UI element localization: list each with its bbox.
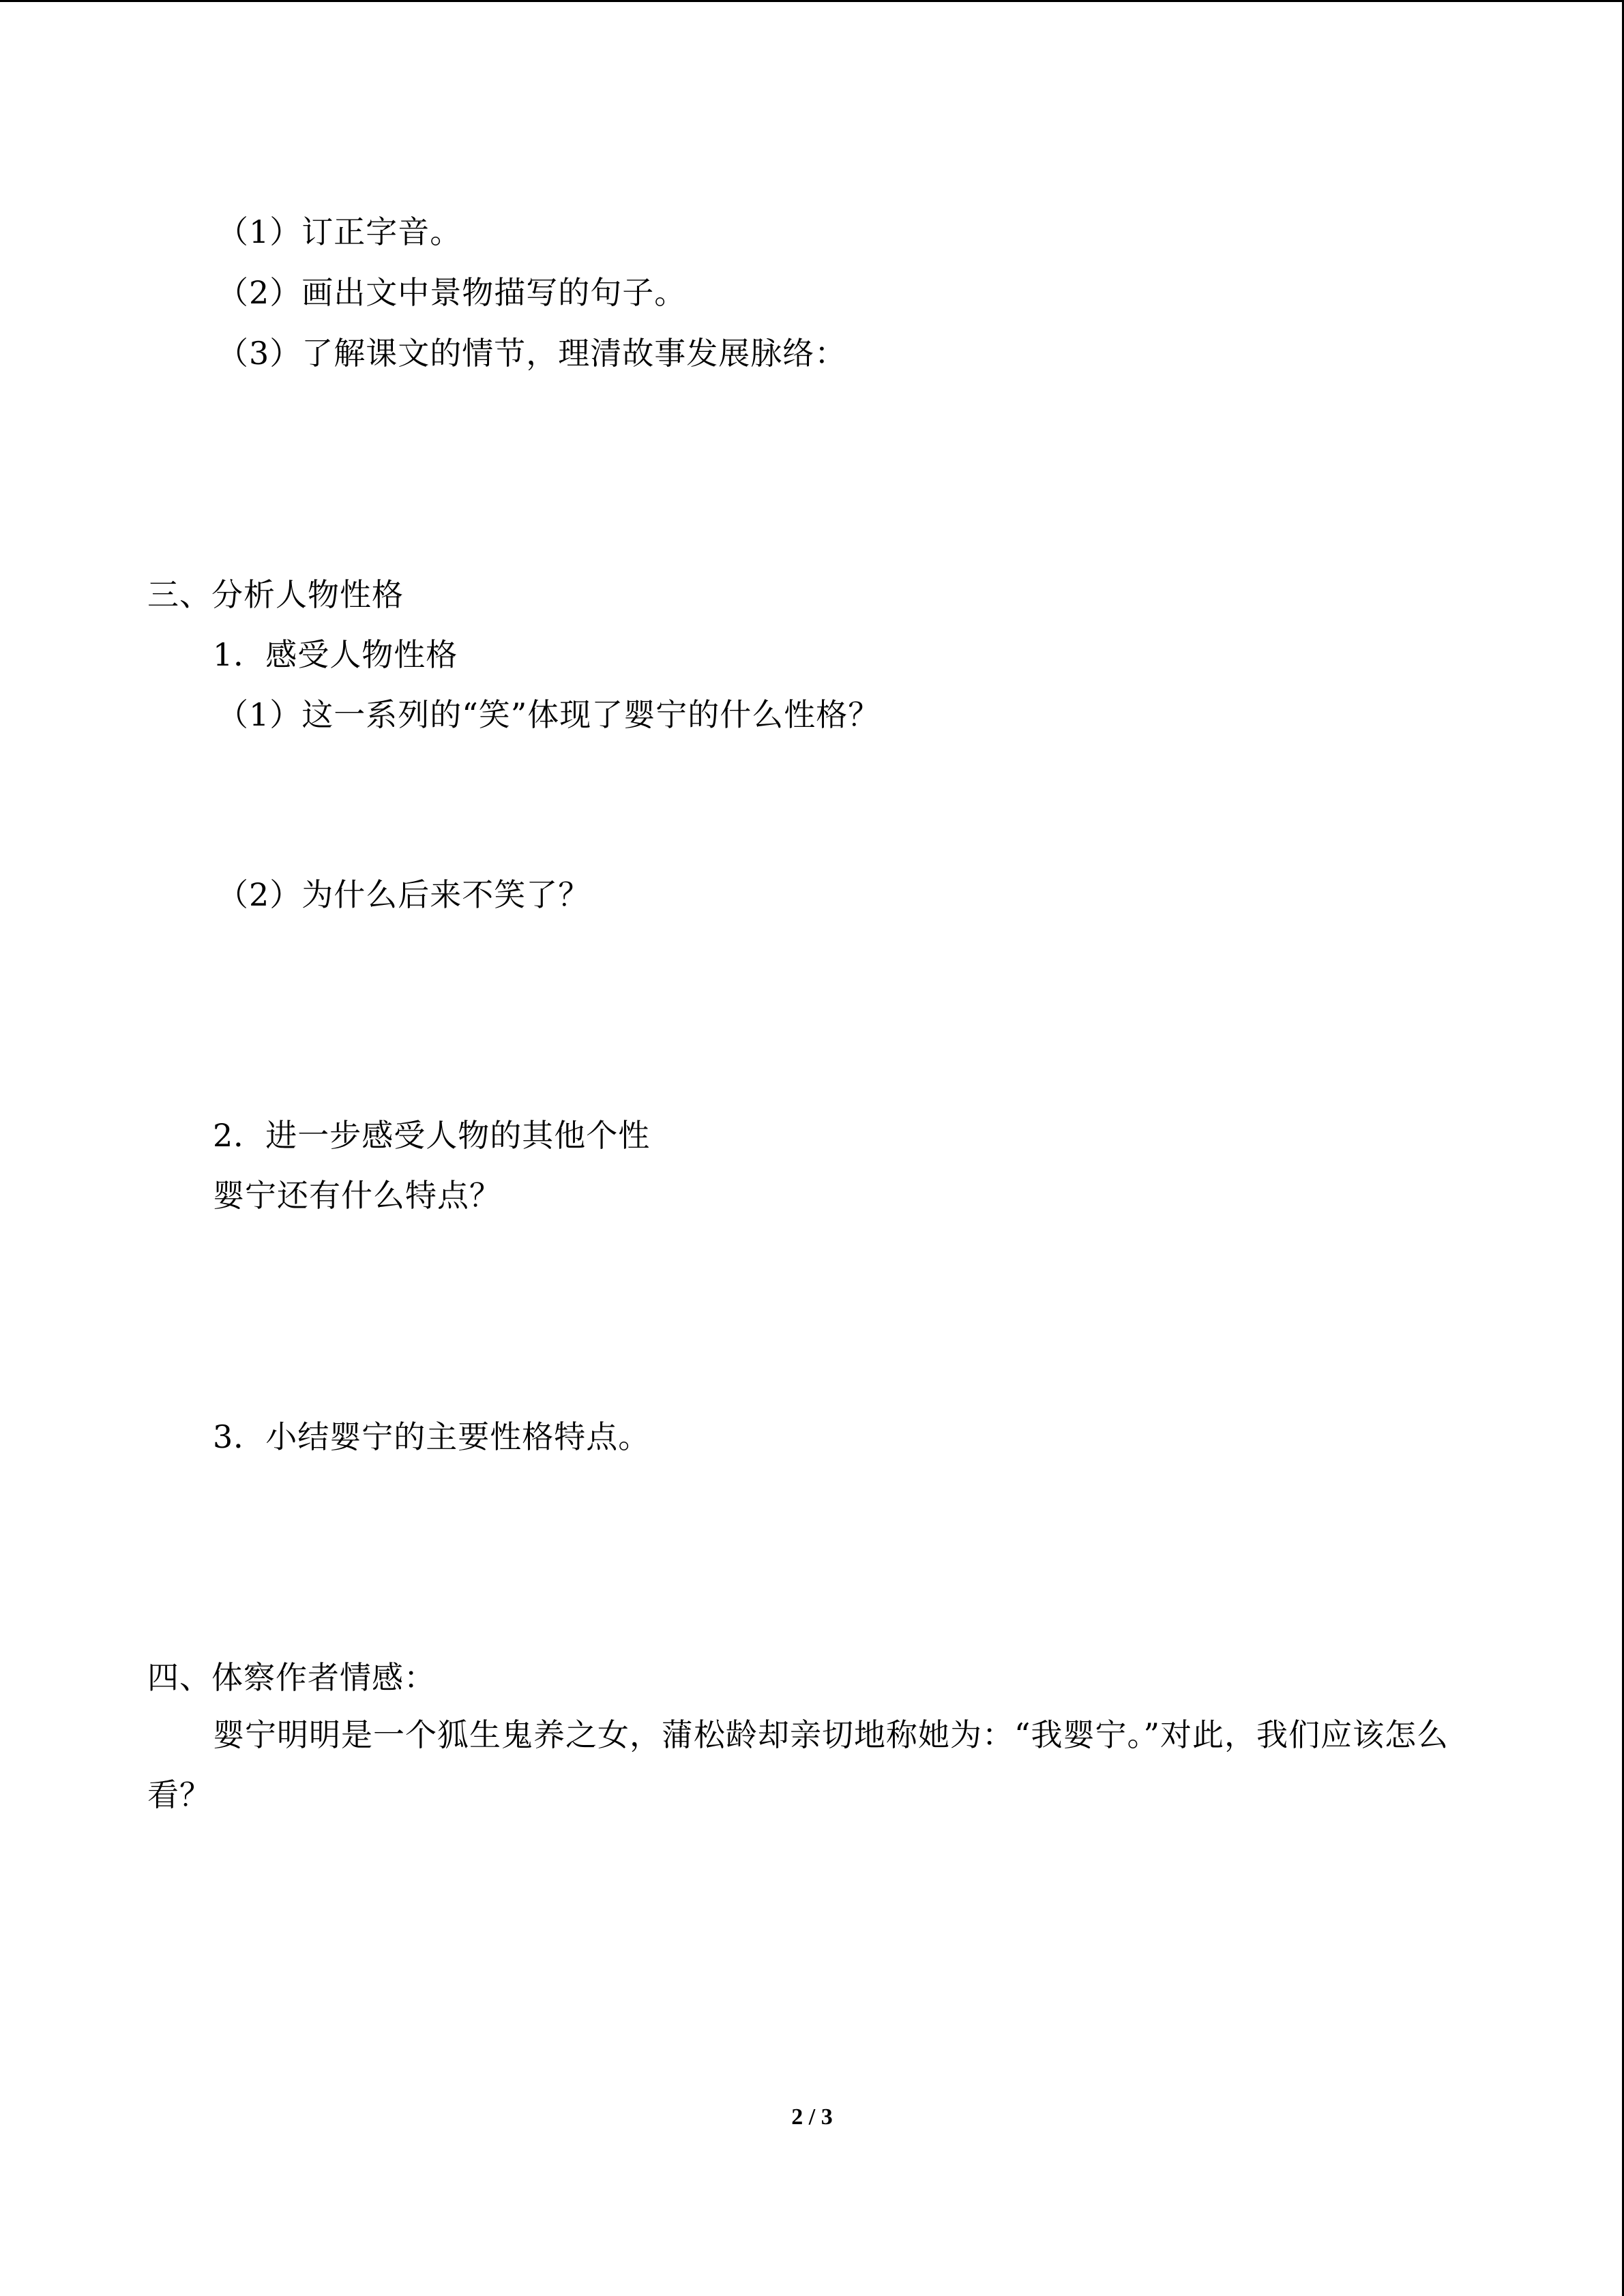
subsection-3-title: 3．小结婴宁的主要性格特点。 (213, 1418, 651, 1455)
page-border-top (0, 0, 1624, 2)
item-mark-scenery-sentences: （2）画出文中景物描写的句子。 (217, 274, 687, 311)
subsection-1-title: 1．感受人物性格 (213, 636, 458, 673)
page-number: 2 / 3 (791, 2104, 833, 2130)
section-3-heading: 三、分析人物性格 (147, 576, 404, 613)
item-correct-pronunciation: （1）订正字音。 (217, 213, 462, 250)
section-4-paragraph: 婴宁明明是一个狐生鬼养之女，蒲松龄却亲切地称她为：“我婴宁。”对此，我们应该怎么看？ (147, 1716, 1449, 1813)
question-other-traits: 婴宁还有什么特点？ (213, 1177, 501, 1214)
subsection-2-title: 2．进一步感受人物的其他个性 (213, 1117, 651, 1154)
item-understand-plot: （3）了解课文的情节，理清故事发展脉络： (217, 335, 847, 372)
question-laughter-personality: （1）这一系列的“笑”体现了婴宁的什么性格？ (217, 696, 881, 733)
section-4-heading: 四、体察作者情感： (147, 1659, 436, 1696)
question-why-stopped-laughing: （2）为什么后来不笑了？ (217, 876, 591, 913)
